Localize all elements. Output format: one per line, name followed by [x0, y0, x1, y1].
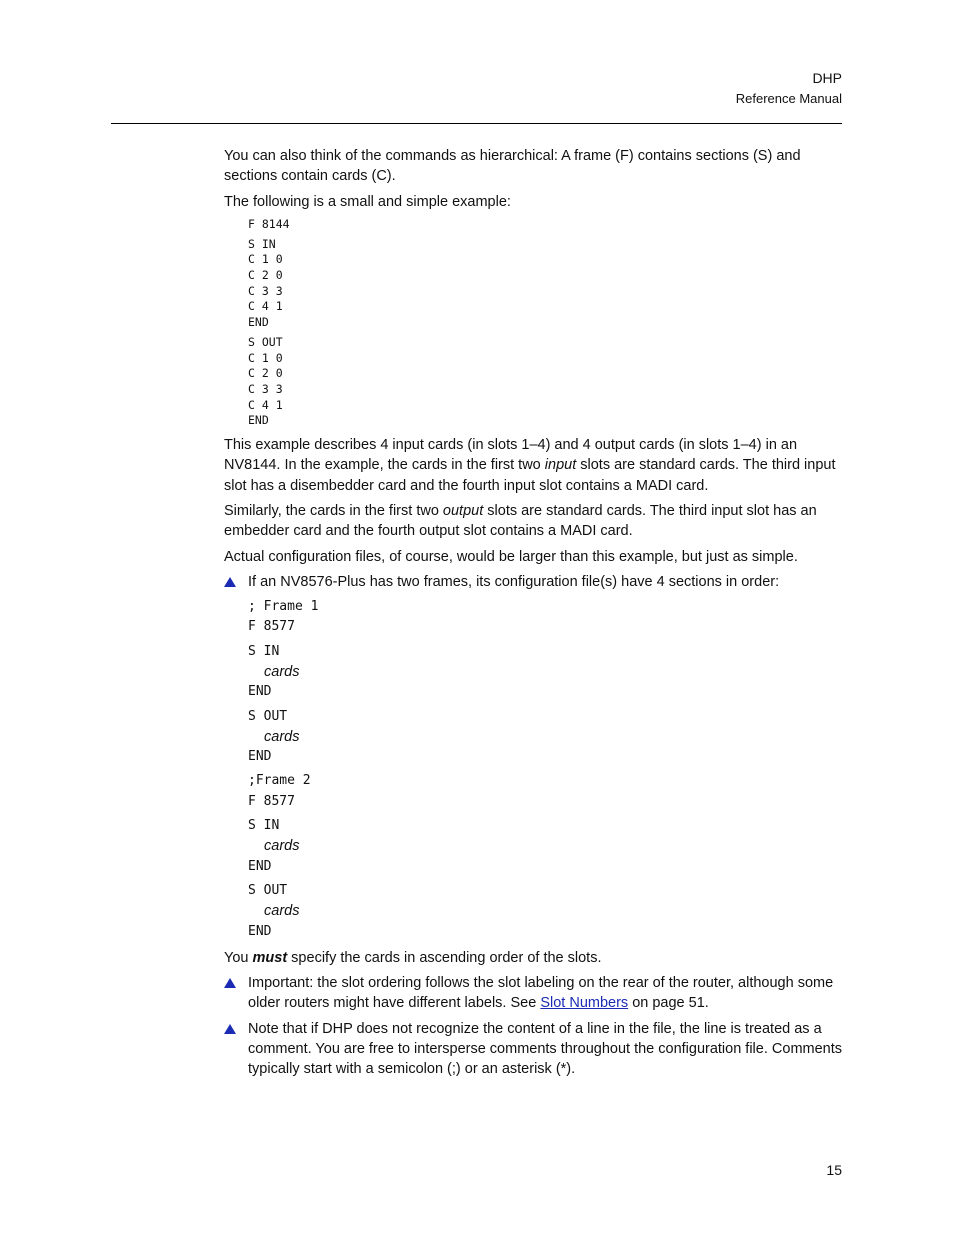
header-title: DHP: [812, 70, 842, 86]
header-rule: [111, 123, 842, 124]
code-line: END: [248, 315, 269, 330]
paragraph-actual-files: Actual configuration files, of course, would be larger than this example, but just as simple.: [224, 548, 798, 565]
code-line: S IN: [248, 643, 280, 659]
code-placeholder: cards: [264, 903, 300, 920]
code-line: C 4 1: [248, 397, 283, 412]
code-line: END: [248, 749, 272, 765]
code-line: S OUT: [248, 882, 288, 898]
code-line: ; Frame 1: [248, 599, 319, 615]
paragraph-output-description: [224, 501, 844, 542]
code-line: C 3 3: [248, 283, 283, 298]
bullet-text: If an NV8576-Plus has two frames, its configuration file(s) have 4 sections in order:: [248, 573, 780, 590]
code-line: C 2 0: [248, 268, 283, 282]
bullet-slot-ordering: [224, 973, 844, 1014]
emphasis-text: must: [252, 949, 288, 966]
text-run: slots are standard cards. The third input slot has a disembedder card and the fourth input slot contains a MADI card.: [224, 457, 836, 494]
emphasis-text: output: [442, 502, 484, 519]
code-line: S IN: [248, 236, 276, 251]
paragraph-hierarchy: You can also think of the commands as hierarchical: A frame (F) contains sections (S) and sections contain cards (C).: [224, 148, 801, 185]
page-number: 15: [826, 1162, 842, 1178]
code-line: END: [248, 413, 269, 428]
code-line: ;Frame 2: [248, 773, 311, 789]
code-section-in: [248, 237, 844, 331]
emphasis-text: input: [544, 457, 577, 474]
code-line: S OUT: [248, 708, 288, 724]
text-run: This example describes 4 input cards (in slots 1–4) and 4 output cards (in slots 1–4) in an NV8144. In the example, the cards in the first two: [224, 437, 798, 474]
bullet-text: Important: the slot ordering follows the slot labeling on the rear of the router, although some older routers might have different labels. See: [248, 975, 834, 1012]
bullet-text: Note that if DHP does not recognize the content of a line in the file, the line is treated as a comment. You are free to intersperse comments throughout the configuration file. Comments typically start with a semicolon (;) or an asterisk (*).: [248, 1020, 843, 1078]
paragraph-example-intro: The following is a small and simple example:: [224, 193, 511, 210]
code-line: END: [248, 923, 272, 939]
bullet-two-frames: [224, 572, 844, 592]
code-section-out: [248, 335, 844, 429]
code-placeholder: cards: [264, 728, 300, 745]
bullet-comments: [224, 1019, 844, 1080]
text-run: specify the cards in ascending order of the slots.: [287, 949, 602, 966]
text-run: slots are standard cards. The third input slot has an embedder card and the fourth output slot contains a MADI card.: [224, 502, 817, 540]
code-example: [248, 217, 844, 429]
code-line: C 2 0: [248, 366, 283, 381]
code-line: C 1 0: [248, 252, 283, 267]
code-line: END: [248, 684, 272, 700]
slot-numbers-link[interactable]: Slot Numbers: [540, 995, 629, 1012]
code-line: S IN: [248, 818, 280, 834]
code-line: C 3 3: [248, 381, 283, 396]
code-line: S OUT: [248, 334, 283, 349]
code-line: END: [248, 858, 272, 874]
code-line: C 4 1: [248, 299, 283, 314]
triangle-bullet-icon: [224, 978, 236, 988]
bullet-text: on page 51.: [628, 995, 709, 1012]
code-line: F 8577: [248, 793, 295, 809]
text-run: You: [224, 949, 253, 966]
page-content: [224, 146, 844, 1085]
code-placeholder: cards: [264, 838, 300, 855]
code-line: C 1 0: [248, 350, 283, 365]
text-run: Similarly, the cards in the first two: [224, 502, 443, 519]
code-placeholder: cards: [264, 664, 300, 680]
code-line: F 8144: [248, 216, 290, 231]
triangle-bullet-icon: [224, 1024, 236, 1034]
paragraph-example-description: [224, 435, 844, 496]
paragraph-ascending-order: [224, 948, 844, 968]
header-subtitle: Reference Manual: [735, 91, 842, 106]
triangle-bullet-icon: [224, 577, 236, 587]
code-line: F 8577: [248, 619, 295, 635]
code-two-frames: [248, 597, 844, 942]
